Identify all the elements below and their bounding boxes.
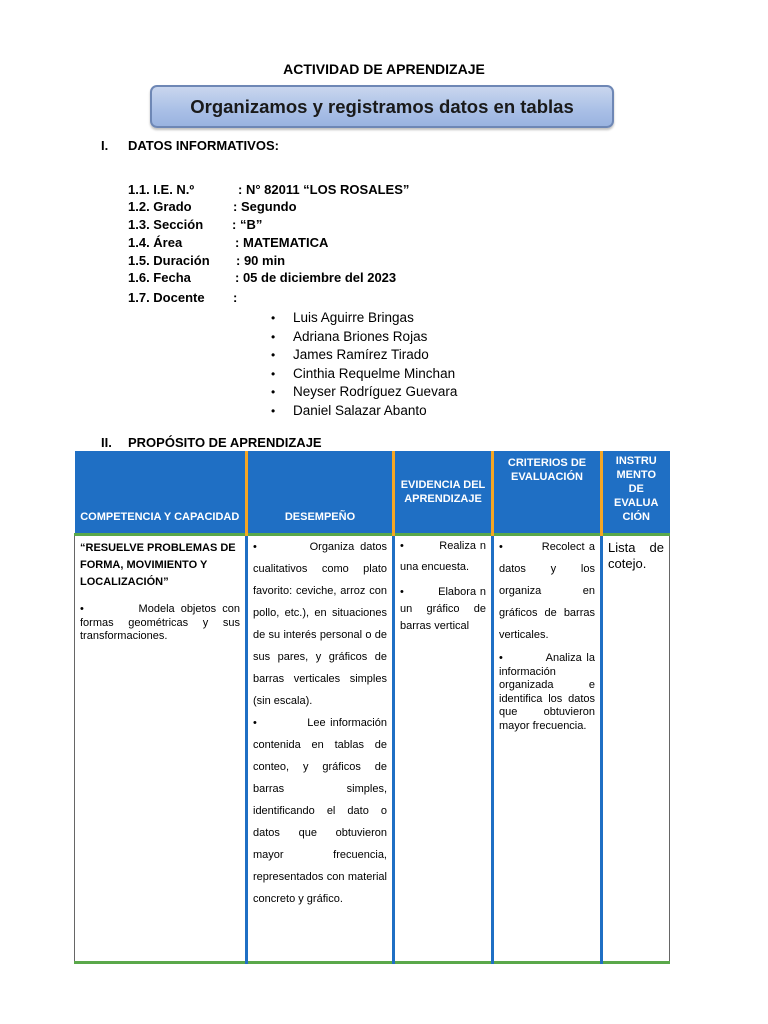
list-item <box>271 328 457 347</box>
teacher-name: Cinthia Requelme Minchan <box>293 365 456 381</box>
info-value: : Segundo <box>233 199 297 214</box>
bullet-icon: • <box>253 717 257 729</box>
list-item <box>271 402 457 421</box>
instrumento-text: Lista de cotejo. <box>608 540 664 571</box>
criterio-text: Analiza la información organizada e identifica los datos que obtuvieron mayor frecuencia. <box>499 652 595 732</box>
criterio-item <box>499 652 595 733</box>
bullet-icon: • <box>271 385 276 400</box>
desempeno-item <box>253 712 387 910</box>
teacher-name: Adriana Briones Rojas <box>293 328 428 344</box>
table-row <box>75 535 670 963</box>
criterio-item <box>499 536 595 646</box>
bullet-icon: • <box>271 348 276 363</box>
header-desempeno: DESEMPEÑO <box>247 451 394 535</box>
section-datos-informativos <box>101 138 279 153</box>
desempeno-text: Organiza datos cualitativos como plato favorito: ceviche, arroz con pollo, etc.), en situaciones de su interés personal o de sus pares, y gráficos de barras verticales simples (sin escala). <box>253 541 387 707</box>
header-evidencia: EVIDENCIA DEL APRENDIZAJE <box>394 451 493 535</box>
info-value: : MATEMATICA <box>235 235 329 250</box>
capacidad-item <box>80 603 240 644</box>
cell-evidencia <box>394 535 493 963</box>
info-label: 1.7. Docente <box>128 290 205 305</box>
info-label: 1.5. Duración <box>128 253 210 268</box>
bullet-icon: • <box>400 540 404 552</box>
bullet-icon: • <box>80 603 84 615</box>
info-docente <box>128 290 238 305</box>
competencia-text: “RESUELVE PROBLEMAS DE FORMA, MOVIMIENTO Y LOCALIZACIÓN” <box>80 542 236 588</box>
evidencia-text: Realiza n una encuesta. <box>400 540 487 573</box>
cell-instrumento <box>602 535 670 963</box>
criterio-text: Recolect a datos y los organiza en gráficos de barras verticales. <box>499 541 595 641</box>
table-header-row <box>75 451 670 535</box>
header-instrumento: INSTRU MENTO DE EVALUA CIÓN <box>602 451 670 535</box>
info-duracion <box>128 253 286 268</box>
desempeno-item <box>253 536 387 712</box>
section-number: I. <box>101 138 109 153</box>
teacher-name: Neyser Rodríguez Guevara <box>293 384 458 400</box>
bullet-icon: • <box>271 403 276 418</box>
header-criterios: CRITERIOS DE EVALUACIÓN <box>493 451 602 535</box>
bullet-icon: • <box>499 541 503 553</box>
bullet-icon: • <box>499 652 503 664</box>
info-value: : N° 82011 “LOS ROSALES” <box>238 182 410 197</box>
list-item <box>271 346 457 365</box>
info-value: : <box>233 290 238 305</box>
desempeno-text: Lee información contenida en tablas de conteo, y gráficos de barras simples, identificando el dato o datos que obtuvieron mayor frecuencia, representados con material concreto y gráfico. <box>253 717 387 905</box>
list-item <box>271 309 457 328</box>
teacher-list <box>271 309 457 421</box>
info-fecha <box>128 270 397 285</box>
bullet-icon: • <box>253 541 257 553</box>
section-proposito <box>101 435 322 450</box>
info-seccion <box>128 217 263 232</box>
list-item <box>271 383 457 402</box>
evidencia-item <box>400 584 486 635</box>
info-label: 1.2. Grado <box>128 199 192 214</box>
activity-title: ACTIVIDAD DE APRENDIZAJE <box>283 61 485 77</box>
info-grado <box>128 199 297 214</box>
purpose-table <box>74 451 670 964</box>
teacher-name: Luis Aguirre Bringas <box>293 310 414 325</box>
info-ie <box>128 182 410 197</box>
bullet-icon: • <box>271 329 276 344</box>
teacher-name: Daniel Salazar Abanto <box>293 402 427 418</box>
header-competencia: COMPETENCIA Y CAPACIDAD <box>75 451 247 535</box>
bullet-icon: • <box>400 586 404 598</box>
info-value: : 90 min <box>236 253 286 268</box>
section-number: II. <box>101 435 112 450</box>
cell-desempeno <box>247 535 394 963</box>
info-value: : “B” <box>232 217 263 232</box>
cell-criterios <box>493 535 602 963</box>
section-label: PROPÓSITO DE APRENDIZAJE <box>128 435 322 450</box>
session-title-banner: Organizamos y registramos datos en tablas <box>150 85 614 128</box>
cell-competencia <box>75 535 247 963</box>
info-label: 1.4. Área <box>128 235 183 250</box>
bullet-icon: • <box>271 366 276 381</box>
info-label: 1.6. Fecha <box>128 270 191 285</box>
info-label: 1.1. I.E. N.º <box>128 182 195 197</box>
list-item <box>271 365 457 384</box>
teacher-name: James Ramírez Tirado <box>293 347 429 363</box>
evidencia-text: Elabora n un gráfico de barras vertical <box>400 586 486 632</box>
capacidad-text: Modela objetos con formas geométricas y sus transformaciones. <box>80 603 240 642</box>
info-area <box>128 235 329 250</box>
info-value: : 05 de diciembre del 2023 <box>235 270 397 285</box>
section-label: DATOS INFORMATIVOS: <box>128 138 279 153</box>
info-label: 1.3. Sección <box>128 217 204 232</box>
evidencia-item <box>400 536 486 578</box>
bullet-icon: • <box>271 311 276 325</box>
